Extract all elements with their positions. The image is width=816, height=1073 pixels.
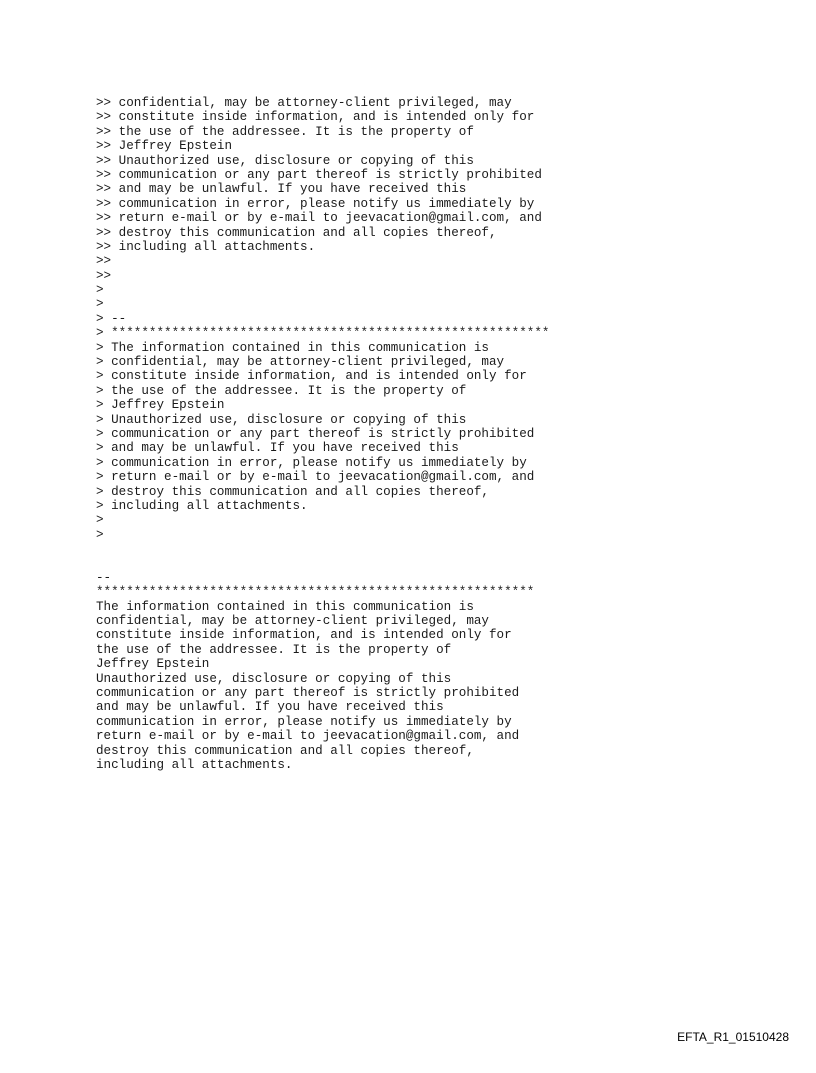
email-line: >: [96, 527, 104, 542]
email-line: >> and may be unlawful. If you have received this: [96, 182, 467, 197]
email-line: Jeffrey Epstein: [96, 657, 210, 672]
email-line: The information contained in this communication is: [96, 599, 474, 614]
email-line: **********************************************************: [96, 585, 535, 600]
email-line: confidential, may be attorney-client privileged, may: [96, 614, 489, 629]
email-line: destroy this communication and all copies thereof,: [96, 743, 474, 758]
email-line: > constitute inside information, and is intended only for: [96, 369, 527, 384]
email-line: and may be unlawful. If you have received this: [96, 700, 444, 715]
email-line: constitute inside information, and is intended only for: [96, 628, 512, 643]
email-line: >> Unauthorized use, disclosure or copying of this: [96, 153, 474, 168]
email-line: >> communication in error, please notify us immediately by: [96, 196, 535, 211]
email-line: >> constitute inside information, and is intended only for: [96, 110, 535, 125]
email-line: > including all attachments.: [96, 498, 308, 513]
email-line: the use of the addressee. It is the property of: [96, 642, 452, 657]
email-line: >> destroy this communication and all copies thereof,: [96, 225, 497, 240]
email-line: including all attachments.: [96, 757, 293, 772]
email-line: >>: [96, 254, 112, 269]
email-line: [96, 557, 549, 571]
email-line: >: [96, 297, 104, 312]
email-line: [96, 542, 549, 556]
email-line: Unauthorized use, disclosure or copying of this: [96, 671, 452, 686]
email-line: > --: [96, 311, 127, 326]
email-line: >: [96, 513, 104, 528]
email-line: > confidential, may be attorney-client privileged, may: [96, 355, 505, 370]
email-line: >> Jeffrey Epstein: [96, 139, 233, 154]
email-line: > communication or any part thereof is strictly prohibited: [96, 426, 535, 441]
email-line: > and may be unlawful. If you have received this: [96, 441, 459, 456]
email-line: return e-mail or by e-mail to jeevacation@gmail.com, and: [96, 729, 520, 744]
email-line: communication or any part thereof is strictly prohibited: [96, 686, 520, 701]
email-line: >> the use of the addressee. It is the property of: [96, 124, 474, 139]
email-line: >>: [96, 268, 112, 283]
email-line: >> communication or any part thereof is strictly prohibited: [96, 167, 542, 182]
email-line: >: [96, 283, 104, 298]
email-line: > return e-mail or by e-mail to jeevacation@gmail.com, and: [96, 470, 535, 485]
email-line: > communication in error, please notify us immediately by: [96, 455, 527, 470]
email-line: --: [96, 570, 112, 585]
email-line: > **********************************************************: [96, 326, 550, 341]
document-id-label: EFTA_R1_01510428: [677, 1030, 789, 1044]
email-line: >> including all attachments.: [96, 239, 316, 254]
email-line: > the use of the addressee. It is the property of: [96, 383, 467, 398]
email-line: > Jeffrey Epstein: [96, 398, 225, 413]
email-line: > destroy this communication and all copies thereof,: [96, 484, 489, 499]
email-line: >> confidential, may be attorney-client privileged, may: [96, 96, 512, 110]
email-line: > Unauthorized use, disclosure or copying of this: [96, 412, 467, 427]
email-line: > The information contained in this communication is: [96, 340, 489, 355]
email-body: [96, 96, 549, 772]
email-line: communication in error, please notify us immediately by: [96, 714, 512, 729]
email-line: >> return e-mail or by e-mail to jeevacation@gmail.com, and: [96, 211, 542, 226]
